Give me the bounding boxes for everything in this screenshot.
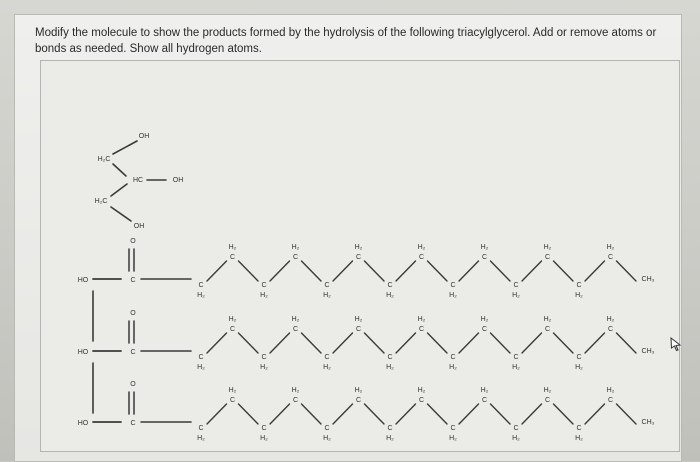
chain-3-bond-8[interactable] <box>459 404 479 424</box>
chain-2-c10-h2[interactable]: H₂ <box>449 363 457 371</box>
chain-2-c3-c[interactable]: C <box>229 325 236 333</box>
chain-2-bond-6[interactable] <box>396 333 416 353</box>
chain-2-bond-8[interactable] <box>459 333 479 353</box>
chain-2-c5-h2[interactable]: H₂ <box>291 315 300 323</box>
chain-3-bond-13[interactable] <box>617 404 637 424</box>
chain-3-c4-c[interactable]: C <box>261 424 267 432</box>
chain-3-bond-0[interactable] <box>207 404 227 424</box>
chain-2-c4-c[interactable]: C <box>261 353 267 361</box>
chain-3-carbonyl-c[interactable]: C <box>130 419 136 427</box>
chain-1-c14-c[interactable]: C <box>576 281 582 289</box>
chain-3-terminal-ch3[interactable]: CH₃ <box>641 418 655 426</box>
chain-3-carbonyl-o[interactable]: O <box>130 380 136 388</box>
chain-2-c6-c[interactable]: C <box>324 353 330 361</box>
chain-1-bond-4[interactable] <box>333 261 353 281</box>
chain-1-c9-h2[interactable]: H₂ <box>417 243 426 251</box>
chain-1-bond-10[interactable] <box>522 261 542 281</box>
chain-2-bond-4[interactable] <box>333 333 353 353</box>
chain-1-bond-0[interactable] <box>207 261 227 281</box>
chain-1-c11-h2[interactable]: H₂ <box>480 243 489 251</box>
chain-1-bond-5[interactable] <box>365 261 385 281</box>
chain-1-bond-1[interactable] <box>239 261 259 281</box>
chain-1-c15-c[interactable]: C <box>607 253 614 261</box>
chain-3-bond-11[interactable] <box>554 404 574 424</box>
question-text: Modify the molecule to show the products formed by the hydrolysis of the following triacylglycerol. Add or remove atoms or bonds as needed. Show all hydrogen atoms. <box>35 27 657 55</box>
chain-1-c5-c[interactable]: C <box>292 253 299 261</box>
chain-2-bond-1[interactable] <box>239 333 259 353</box>
chain-1-terminal-ch3[interactable]: CH₃ <box>641 275 655 283</box>
chain-1-bond-13[interactable] <box>617 261 637 281</box>
chain-3-bond-5[interactable] <box>365 404 385 424</box>
chain-2-c3-h2[interactable]: H₂ <box>228 315 237 323</box>
chain-2-bond-9[interactable] <box>491 333 511 353</box>
chain-2-bond-12[interactable] <box>585 333 605 353</box>
bond-top-ch2-ch[interactable] <box>113 164 126 176</box>
chain-3-bond-2[interactable] <box>270 404 290 424</box>
chain-2-bond-13[interactable] <box>617 333 637 353</box>
chain-3-bond-3[interactable] <box>302 404 322 424</box>
chain-3-c2-c[interactable]: C <box>198 424 204 432</box>
chain-3-bond-12[interactable] <box>585 404 605 424</box>
chain-2-c14-c[interactable]: C <box>576 353 582 361</box>
chain-1-bond-6[interactable] <box>396 261 416 281</box>
chain-3-c11-h2[interactable]: H₂ <box>480 386 489 394</box>
chain-1-bond-12[interactable] <box>585 261 605 281</box>
chain-2-bond-7[interactable] <box>428 333 448 353</box>
glycerol-mid-oh[interactable]: OH <box>172 176 184 184</box>
chain-1-c7-h2[interactable]: H₂ <box>354 243 363 251</box>
chain-2-c12-c[interactable]: C <box>513 353 519 361</box>
chain-2-c11-h2[interactable]: H₂ <box>480 315 489 323</box>
chain-1-bond-9[interactable] <box>491 261 511 281</box>
chain-2-c12-h2[interactable]: H₂ <box>512 363 520 371</box>
chain-1-c4-c[interactable]: C <box>261 281 267 289</box>
chain-2-c15-c[interactable]: C <box>607 325 614 333</box>
chain-2-c8-h2[interactable]: H₂ <box>386 363 394 371</box>
drawing-canvas[interactable] <box>40 60 680 452</box>
chain-1-c3-h2[interactable]: H₂ <box>228 243 237 251</box>
chain-3-c13-c[interactable]: C <box>544 396 551 404</box>
glycerol-mid-ch[interactable]: HC <box>132 176 144 184</box>
chain-3-bond-1[interactable] <box>239 404 259 424</box>
glycerol-bot-oh[interactable]: OH <box>133 222 145 230</box>
chain-2-c6-h2[interactable]: H₂ <box>323 363 331 371</box>
chain-1-c11-c[interactable]: C <box>481 253 488 261</box>
chain-1-c7-c[interactable]: C <box>355 253 362 261</box>
chain-1-c13-h2[interactable]: H₂ <box>543 243 552 251</box>
chain-1-bond-11[interactable] <box>554 261 574 281</box>
chain-2-carbonyl-c[interactable]: C <box>130 348 136 356</box>
chain-2-bond-3[interactable] <box>302 333 322 353</box>
chain-2-c9-c[interactable]: C <box>418 325 425 333</box>
chain-2-bond-2[interactable] <box>270 333 290 353</box>
chain-2-bond-5[interactable] <box>365 333 385 353</box>
bond-bot-ch2-oh[interactable] <box>111 207 131 221</box>
chain-2-c8-c[interactable]: C <box>387 353 393 361</box>
chain-3-c6-c[interactable]: C <box>324 424 330 432</box>
chain-2-bond-0[interactable] <box>207 333 227 353</box>
chain-3-c9-h2[interactable]: H₂ <box>417 386 426 394</box>
chain-2-c9-h2[interactable]: H₂ <box>417 315 426 323</box>
chain-1-c13-c[interactable]: C <box>544 253 551 261</box>
chain-2-c13-h2[interactable]: H₂ <box>543 315 552 323</box>
chain-3-c14-h2[interactable]: H₂ <box>575 434 583 442</box>
chain-1-bond-2[interactable] <box>270 261 290 281</box>
chain-2-c10-c[interactable]: C <box>450 353 456 361</box>
chain-3-c7-c[interactable]: C <box>355 396 362 404</box>
glycerol-top-ch2[interactable]: H₂C <box>97 155 111 163</box>
chain-2-bond-11[interactable] <box>554 333 574 353</box>
chain-3-bond-7[interactable] <box>428 404 448 424</box>
chain-3-c3-c[interactable]: C <box>229 396 236 404</box>
chain-1-bond-7[interactable] <box>428 261 448 281</box>
chain-1-carbonyl-o[interactable]: O <box>130 237 136 245</box>
chain-1-c6-h2[interactable]: H₂ <box>323 291 331 299</box>
chain-2-bond-10[interactable] <box>522 333 542 353</box>
chain-2-c14-h2[interactable]: H₂ <box>575 363 583 371</box>
chain-1-c5-h2[interactable]: H₂ <box>291 243 300 251</box>
chain-1-c4-h2[interactable]: H₂ <box>260 291 268 299</box>
chain-2-c7-h2[interactable]: H₂ <box>354 315 363 323</box>
chain-3-c7-h2[interactable]: H₂ <box>354 386 363 394</box>
chain-1-c12-c[interactable]: C <box>513 281 519 289</box>
chain-3-bond-9[interactable] <box>491 404 511 424</box>
chain-2-c11-c[interactable]: C <box>481 325 488 333</box>
chain-2-c2-h2[interactable]: H₂ <box>197 363 205 371</box>
chain-3-c5-c[interactable]: C <box>292 396 299 404</box>
chain-3-c10-c[interactable]: C <box>450 424 456 432</box>
chain-3-c5-h2[interactable]: H₂ <box>291 386 300 394</box>
chain-1-c10-c[interactable]: C <box>450 281 456 289</box>
bond-ch-bot-ch2[interactable] <box>111 184 127 196</box>
chain-3-bond-6[interactable] <box>396 404 416 424</box>
chain-1-c6-c[interactable]: C <box>324 281 330 289</box>
chain-1-ho[interactable]: HO <box>77 276 89 284</box>
chain-1-c9-c[interactable]: C <box>418 253 425 261</box>
glycerol-bot-ch2[interactable]: H₂C <box>94 197 108 205</box>
chain-2-terminal-ch3[interactable]: CH₃ <box>641 347 655 355</box>
chain-1-c2-c[interactable]: C <box>198 281 204 289</box>
chain-3-c4-h2[interactable]: H₂ <box>260 434 268 442</box>
chain-3-c15-c[interactable]: C <box>607 396 614 404</box>
chain-1-carbonyl-c[interactable]: C <box>130 276 136 284</box>
chain-2-c5-c[interactable]: C <box>292 325 299 333</box>
chain-1-c10-h2[interactable]: H₂ <box>449 291 457 299</box>
chain-3-bond-4[interactable] <box>333 404 353 424</box>
chain-3-c15-h2[interactable]: H₂ <box>606 386 615 394</box>
chain-1-c3-c[interactable]: C <box>229 253 236 261</box>
chain-2-c7-c[interactable]: C <box>355 325 362 333</box>
chain-1-c15-h2[interactable]: H₂ <box>606 243 615 251</box>
glycerol-top-oh[interactable]: OH <box>138 132 150 140</box>
chain-1-bond-8[interactable] <box>459 261 479 281</box>
chain-2-c15-h2[interactable]: H₂ <box>606 315 615 323</box>
chain-2-ho[interactable]: HO <box>77 348 89 356</box>
mouse-cursor-icon <box>669 336 683 352</box>
chain-2-c4-h2[interactable]: H₂ <box>260 363 268 371</box>
chain-2-c13-c[interactable]: C <box>544 325 551 333</box>
chain-1-c14-h2[interactable]: H₂ <box>575 291 583 299</box>
chain-3-c2-h2[interactable]: H₂ <box>197 434 205 442</box>
chain-3-c3-h2[interactable]: H₂ <box>228 386 237 394</box>
chain-3-c9-c[interactable]: C <box>418 396 425 404</box>
chain-3-c10-h2[interactable]: H₂ <box>449 434 457 442</box>
chain-3-c13-h2[interactable]: H₂ <box>543 386 552 394</box>
bond-top-ch2-oh[interactable] <box>113 141 137 154</box>
chain-2-c2-c[interactable]: C <box>198 353 204 361</box>
molecule-drawing[interactable] <box>41 61 679 451</box>
chain-3-c14-c[interactable]: C <box>576 424 582 432</box>
chain-3-c11-c[interactable]: C <box>481 396 488 404</box>
chain-3-c8-h2[interactable]: H₂ <box>386 434 394 442</box>
chain-1-c8-c[interactable]: C <box>387 281 393 289</box>
chain-3-c6-h2[interactable]: H₂ <box>323 434 331 442</box>
chain-2-carbonyl-o[interactable]: O <box>130 309 136 317</box>
chain-1-c8-h2[interactable]: H₂ <box>386 291 394 299</box>
chain-3-ho[interactable]: HO <box>77 419 89 427</box>
chain-3-c8-c[interactable]: C <box>387 424 393 432</box>
chain-1-bond-3[interactable] <box>302 261 322 281</box>
chain-3-c12-h2[interactable]: H₂ <box>512 434 520 442</box>
chain-1-c2-h2[interactable]: H₂ <box>197 291 205 299</box>
chain-3-c12-c[interactable]: C <box>513 424 519 432</box>
chain-1-c12-h2[interactable]: H₂ <box>512 291 520 299</box>
chain-3-bond-10[interactable] <box>522 404 542 424</box>
